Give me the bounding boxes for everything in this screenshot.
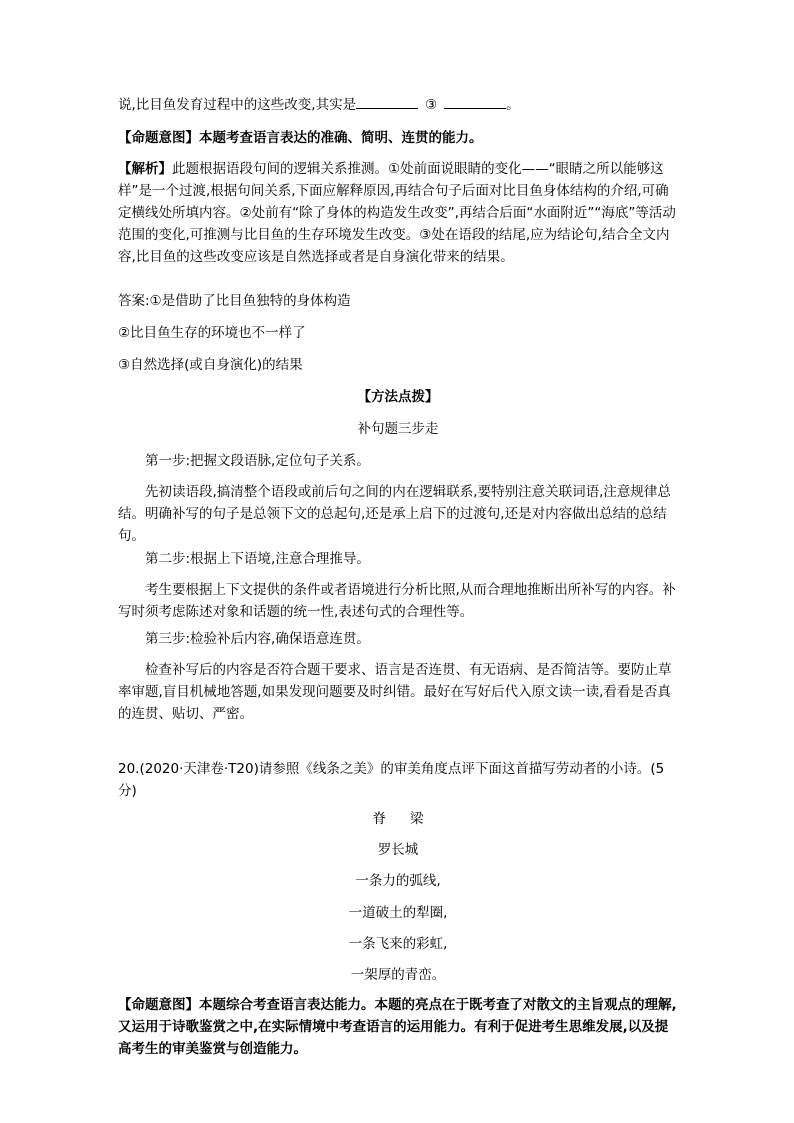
fill-in-sentence <box>118 94 678 116</box>
step-title: 第一步:把握文段语脉,定位句子关系。 <box>145 453 370 469</box>
answer-line: ③自然选择(或自身演化)的结果 <box>118 357 303 373</box>
method-heading: 【方法点拨】 <box>357 389 439 405</box>
fill-suffix: 。 <box>506 97 520 113</box>
method-subheading: 补句题三步走 <box>357 421 439 437</box>
step-title: 第三步:检验补后内容,确保语意连贯。 <box>145 631 370 647</box>
poem-author: 罗长城 <box>377 842 419 858</box>
intent-text: 本题综合考查语言表达能力。本题的亮点在于既考查了对散文的主旨观点的理解,又运用于诗歌鉴赏之中,在实际情境中考查语言的运用能力。有利于促进考生思维发展,以及提高考生的审美鉴赏与创造能力。 <box>118 997 677 1057</box>
poem-title <box>118 808 678 830</box>
intent-text: 本题考查语言表达的准确、简明、连贯的能力。 <box>199 130 483 146</box>
poem-line: 一架厚的青峦。 <box>350 967 446 983</box>
intent-paragraph <box>118 127 678 149</box>
answer-blank <box>356 94 418 109</box>
poem-line: 一条飞来的彩虹, <box>348 936 448 952</box>
step-text: 检查补写后的内容是否符合题干要求、语言是否连贯、有无语病、是否简洁等。要防止草率审题,盲目机械地答题,如果发现问题要及时纠错。最好在写好后代入原文读一读,看看是否真的连贯、贴切、严密。 <box>118 662 672 722</box>
fill-prefix: 说,比目鱼发育过程中的这些改变,其实是 <box>118 97 357 113</box>
blank-marker: ③ <box>425 97 438 113</box>
analysis-text: 此题根据语段句间的逻辑关系推测。①处前面说眼睛的变化——“眼睛之所以能够这样”是一个过渡,根据句间关系,下面应解释原因,再结合句子后面对比目鱼身体结构的介绍,可确定横线处所填内容。②处前有“除了身体的构造发生改变”,再结合后面“水面附近”“海底”等活动范围的变化,可推测与比目鱼的生存环境发生改变。③处在语段的结尾,应为结论句,结合全文内容,比目鱼的这些改变应该是自然选择或者是自身演化带来的结果。 <box>118 161 676 265</box>
intent-paragraph <box>118 994 678 1060</box>
answer-line: 答案:①是借助了比目鱼独特的身体构造 <box>118 293 351 309</box>
poem-line: 一条力的弧线, <box>355 873 441 889</box>
question-20: 20.(2020·天津卷·T20)请参照《线条之美》的审美角度点评下面这首描写劳动者的小诗。(5分) <box>118 761 665 799</box>
analysis-label: 【解析】 <box>118 161 172 177</box>
intent-label: 【命题意图】 <box>118 130 199 146</box>
answer-line: ②比目鱼生存的环境也不一样了 <box>118 325 306 341</box>
poem-title-char: 梁 <box>410 811 424 827</box>
step-text: 先初读语段,搞清整个语段或前后句之间的内在逻辑联系,要特别注意关联词语,注意规律总结。明确补写的句子是总领下文的总起句,还是承上启下的过渡句,还是对内容做出总结的总结句。 <box>118 484 671 544</box>
step-title: 第二步:根据上下语境,注意合理推导。 <box>145 551 370 567</box>
poem-title-char: 脊 <box>372 811 386 827</box>
poem-line: 一道破土的犁圈, <box>348 905 448 921</box>
answer-blank <box>444 94 506 109</box>
step-text: 考生要根据上下文提供的条件或者语境进行分析比照,从而合理地推断出所补写的内容。补写时须考虑陈述对象和话题的统一性,表述句式的合理性等。 <box>118 582 676 620</box>
intent-label: 【命题意图】 <box>118 997 199 1013</box>
analysis-paragraph <box>118 158 678 268</box>
